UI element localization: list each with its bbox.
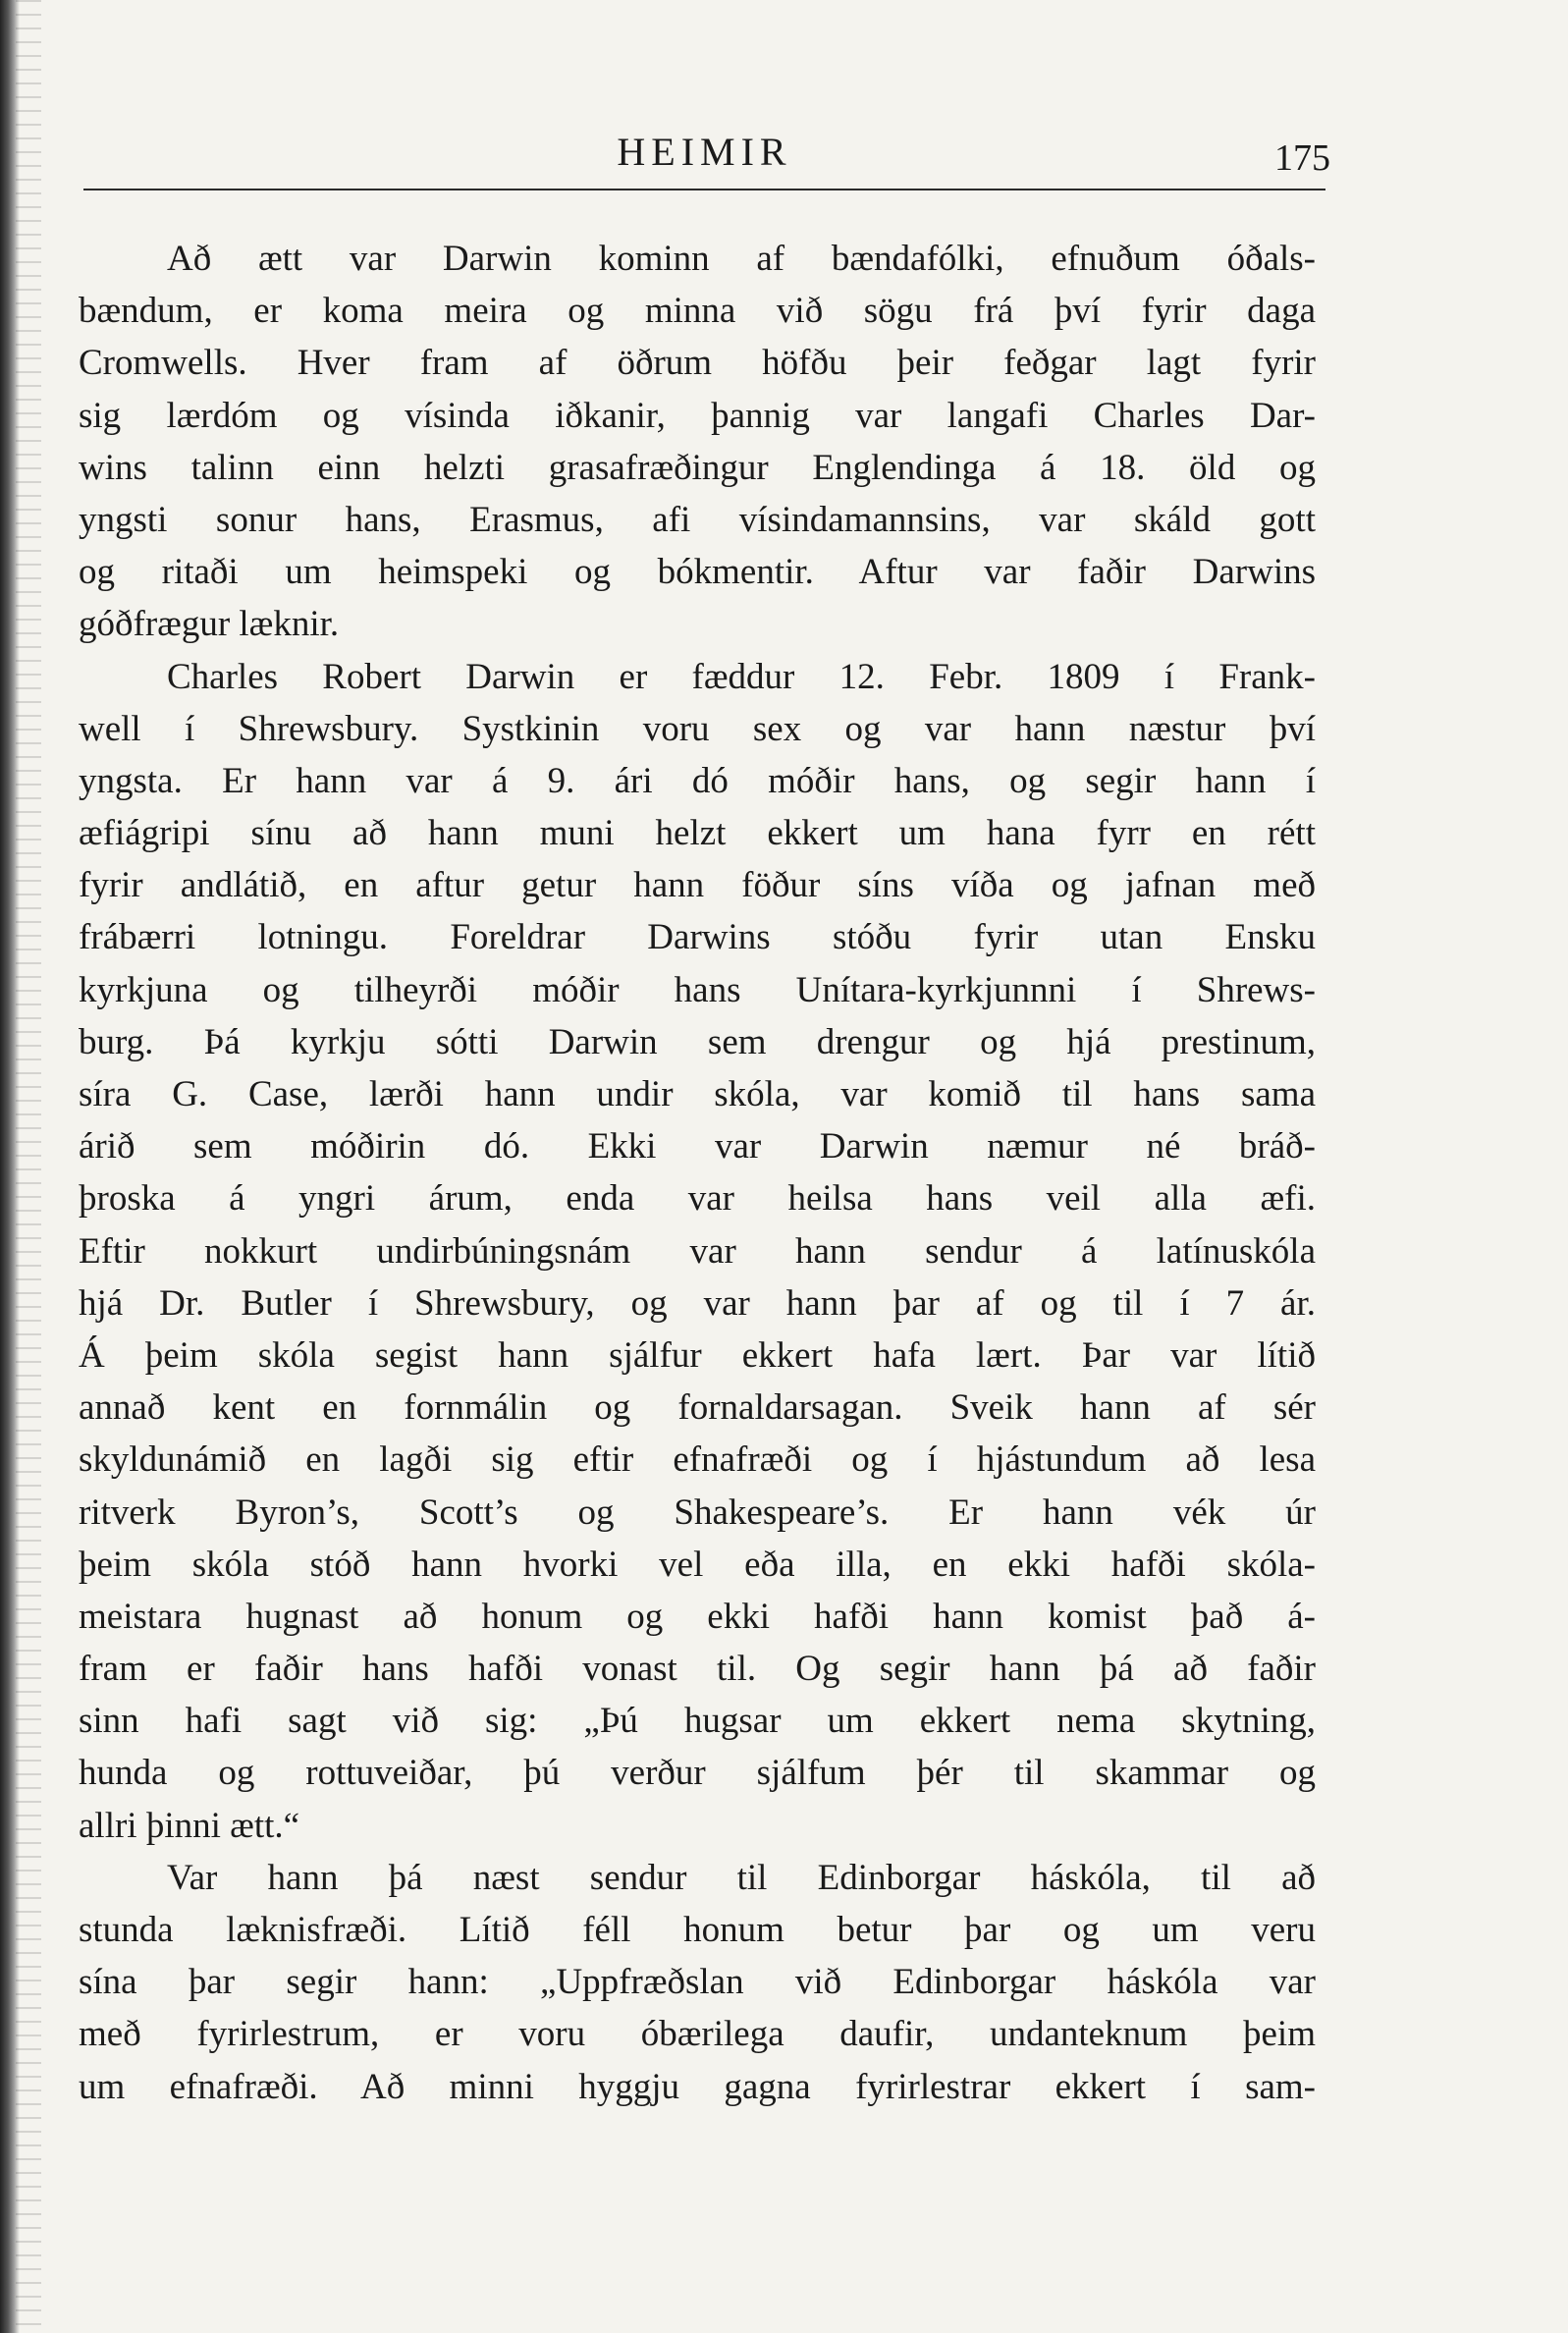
text-line: hunda og rottuveiðar, þú verður sjálfum þér til skammar og (79, 1753, 1316, 1794)
running-head: HEIMIR (617, 130, 792, 174)
text-line: Cromwells. Hver fram af öðrum höfðu þeir feðgar lagt fyrir (79, 343, 1316, 384)
text-line: síra G. Case, lærði hann undir skóla, var komið til hans sama (79, 1074, 1316, 1114)
text-line: stunda læknisfræði. Lítið féll honum betur þar og um veru (79, 1910, 1316, 1950)
page-header (79, 128, 1330, 190)
header-rule (83, 189, 1325, 190)
text-line: sig lærdóm og vísinda iðkanir, þannig var langafi Charles Dar- (79, 395, 1316, 436)
text-line: með fyrirlestrum, er voru óbærilega daufir, undanteknum þeim (79, 2014, 1316, 2055)
text-line: frábærri lotningu. Foreldrar Darwins stóðu fyrir utan Ensku (79, 917, 1316, 958)
text-line: um efnafræði. Að minni hyggju gagna fyrirlestrar ekkert í sam- (79, 2066, 1316, 2107)
text-line: well í Shrewsbury. Systkinin voru sex og var hann næstur því (79, 708, 1316, 749)
text-line: sinn hafi sagt við sig: „Þú hugsar um ekkert nema skytning, (79, 1701, 1316, 1742)
text-line: burg. Þá kyrkju sótti Darwin sem drengur og hjá prestinum, (79, 1021, 1316, 1062)
page-number: 175 (1274, 137, 1330, 179)
text-line: Að ætt var Darwin kominn af bændafólki, efnuðum óðals- (167, 239, 1316, 279)
text-line: bændum, er koma meira og minna við sögu frá því fyrir daga (79, 291, 1316, 332)
text-line: Var hann þá næst sendur til Edinborgar háskóla, til að (167, 1857, 1316, 1898)
text-line: hjá Dr. Butler í Shrewsbury, og var hann þar af og til í 7 ár. (79, 1282, 1316, 1324)
text-line: árið sem móðirin dó. Ekki var Darwin næmur né bráð- (79, 1126, 1316, 1167)
text-line: allri þinni ætt.“ (79, 1805, 300, 1846)
text-line: góðfrægur læknir. (79, 604, 340, 645)
text-line: kyrkjuna og tilheyrði móðir hans Unítara-kyrkjunnni í Shrews- (79, 969, 1316, 1010)
text-line: ritverk Byron’s, Scott’s og Shakespeare’s. Er hann vék úr (79, 1492, 1316, 1533)
text-line: fyrir andlátið, en aftur getur hann föður síns víða og jafnan með (79, 865, 1316, 906)
text-line: yngsta. Er hann var á 9. ári dó móðir hans, og segir hann í (79, 760, 1316, 801)
text-line: og ritaði um heimspeki og bókmentir. Aftur var faðir Darwins (79, 552, 1316, 593)
text-line: wins talinn einn helzti grasafræðingur Englendinga á 18. öld og (79, 447, 1316, 488)
text-line: sína þar segir hann: „Uppfræðslan við Edinborgar háskóla var (79, 1962, 1316, 2003)
text-line: Eftir nokkurt undirbúningsnám var hann sendur á latínuskóla (79, 1230, 1316, 1272)
text-line: æfiágripi sínu að hann muni helzt ekkert um hana fyrr en rétt (79, 813, 1316, 854)
text-line: skyldunámið en lagði sig eftir efnafræði og í hjástundum að lesa (79, 1439, 1316, 1481)
text-line: annað kent en fornmálin og fornaldarsagan. Sveik hann af sér (79, 1387, 1316, 1429)
text-line: meistara hugnast að honum og ekki hafði hann komist það á- (79, 1596, 1316, 1637)
text-line: yngsti sonur hans, Erasmus, afi vísindamannsins, var skáld gott (79, 499, 1316, 540)
text-line: þeim skóla stóð hann hvorki vel eða illa, en ekki hafði skóla- (79, 1544, 1316, 1585)
text-line: fram er faðir hans hafði vonast til. Og segir hann þá að faðir (79, 1649, 1316, 1690)
text-line: Á þeim skóla segist hann sjálfur ekkert hafa lært. Þar var lítið (79, 1334, 1316, 1376)
text-line: Charles Robert Darwin er fæddur 12. Febr. 1809 í Frank- (167, 656, 1316, 697)
binding-edge (16, 0, 41, 2333)
body-text (79, 233, 1316, 2113)
text-line: þroska á yngri árum, enda var heilsa hans veil alla æfi. (79, 1178, 1316, 1220)
